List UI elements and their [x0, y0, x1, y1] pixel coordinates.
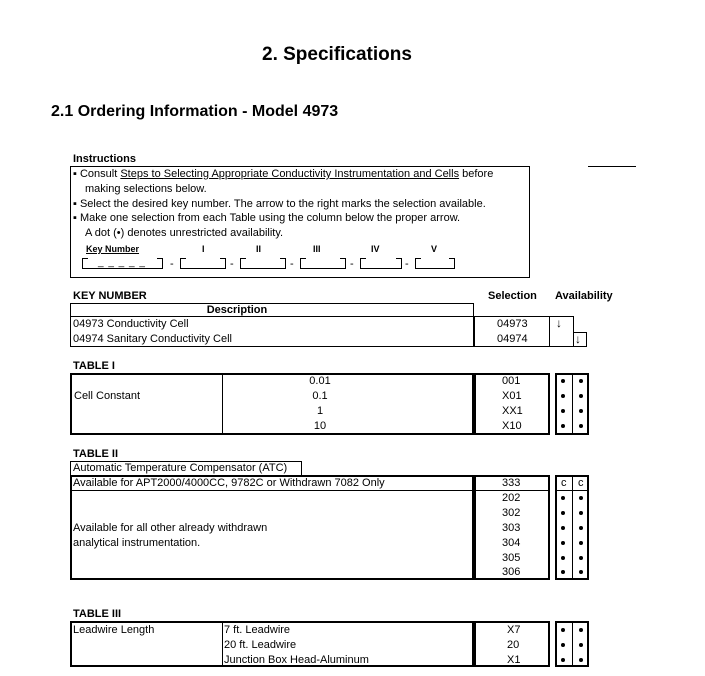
table2-code: 306	[502, 566, 521, 578]
table2-code: 304	[502, 537, 521, 549]
key-row-sel: 04974	[497, 333, 528, 345]
availability-dot-icon	[579, 394, 583, 398]
arrow-down-icon: ↓	[575, 332, 581, 346]
availability-dot-icon	[561, 394, 565, 398]
table1-code: X01	[502, 390, 522, 402]
bullet-icon: ▪	[73, 212, 77, 224]
avail-c-label: c	[578, 477, 584, 489]
leadwire-value: Junction Box Head-Aluminum	[224, 654, 369, 666]
key-field-v[interactable]	[415, 258, 455, 269]
key-sep: -	[290, 258, 294, 270]
cell-constant-value: 1	[316, 405, 324, 417]
availability-dot-icon	[561, 556, 565, 560]
key-sep: -	[405, 258, 409, 270]
availability-dot-icon	[579, 379, 583, 383]
cell-constant-value: 0.1	[312, 390, 328, 402]
cell-constant-value: 10	[313, 420, 327, 432]
instruction-line-2: making selections below.	[85, 183, 207, 195]
availability-dot-icon	[579, 628, 583, 632]
table2-code: 302	[502, 507, 521, 519]
roman-ii: II	[256, 244, 262, 254]
cell-constant-label: Cell Constant	[74, 390, 141, 402]
availability-dot-icon	[579, 658, 583, 662]
availability-header: Availability	[555, 290, 613, 302]
key-field-iv[interactable]	[360, 258, 402, 269]
table3-code: X7	[507, 624, 521, 636]
key-number-heading: KEY NUMBER	[73, 290, 147, 302]
key-field-i[interactable]	[180, 258, 226, 269]
key-number-label: Key Number	[86, 244, 140, 254]
availability-dot-icon	[579, 526, 583, 530]
key-sep: -	[350, 258, 354, 270]
roman-iv: IV	[371, 244, 380, 254]
key-field-placeholder: _ _ _ _ _	[98, 257, 146, 268]
table2-heading: TABLE II	[73, 448, 119, 460]
table2-code: 303	[502, 522, 521, 534]
instructions-heading: Instructions	[73, 153, 136, 165]
right-rule	[588, 166, 636, 167]
instruction-line-3: ▪ Select the desired key number. The arrow to the right marks the selection available.	[73, 198, 486, 210]
availability-dot-icon	[579, 541, 583, 545]
roman-iii: III	[313, 244, 321, 254]
availability-dot-icon	[561, 424, 565, 428]
availability-dot-icon	[579, 496, 583, 500]
availability-dot-icon	[561, 511, 565, 515]
cell-constant-value: 0.01	[309, 375, 331, 387]
key-sep: -	[230, 258, 234, 270]
availability-dot-icon	[579, 424, 583, 428]
availability-dot-icon	[579, 570, 583, 574]
availability-dot-icon	[561, 658, 565, 662]
guide-link[interactable]: Steps to Selecting Appropriate Conductivity Instrumentation and Cells	[120, 168, 460, 180]
table2-code: 333	[502, 477, 521, 489]
availability-dot-icon	[561, 541, 565, 545]
description-header: Description	[206, 304, 268, 316]
availability-dot-icon	[579, 556, 583, 560]
roman-i: I	[202, 244, 205, 254]
bullet-icon: ▪	[73, 168, 77, 180]
arrow-down-icon: ↓	[556, 316, 562, 330]
leadwire-value: 7 ft. Leadwire	[224, 624, 291, 636]
availability-dot-icon	[561, 628, 565, 632]
instruction-line-4: ▪ Make one selection from each Table using the column below the proper arrow.	[73, 212, 461, 224]
availability-dot-icon	[561, 496, 565, 500]
availability-dot-icon	[579, 511, 583, 515]
table2-code: 305	[502, 552, 521, 564]
availability-dot-icon	[579, 643, 583, 647]
key-row-desc: 04974 Sanitary Conductivity Cell	[73, 333, 232, 345]
key-row-sel: 04973	[497, 318, 528, 330]
availability-dot-icon	[561, 570, 565, 574]
table3-heading: TABLE III	[73, 608, 122, 620]
key-field-ii[interactable]	[240, 258, 286, 269]
leadwire-label: Leadwire Length	[73, 624, 155, 636]
availability-dot-icon	[561, 409, 565, 413]
avail-c-label: c	[561, 477, 567, 489]
table1-code: XX1	[502, 405, 523, 417]
table1-code: X10	[502, 420, 522, 432]
table3-code: X1	[507, 654, 521, 666]
table1-heading: TABLE I	[73, 360, 115, 372]
instruction-line-5: A dot (•) denotes unrestricted availability.	[85, 227, 284, 239]
table1-code: 001	[502, 375, 521, 387]
atc-row2a: Available for all other already withdrawn	[73, 522, 268, 534]
key-row-desc: 04973 Conductivity Cell	[73, 318, 189, 330]
roman-v: V	[431, 244, 438, 254]
selection-header: Selection	[488, 290, 537, 302]
bullet-icon: ▪	[73, 198, 77, 210]
key-field-iii[interactable]	[300, 258, 346, 269]
table3-code: 20	[507, 639, 520, 651]
leadwire-value: 20 ft. Leadwire	[224, 639, 297, 651]
section-title: 2.1 Ordering Information - Model 4973	[51, 103, 339, 120]
instruction-line-1: ▪ Consult Steps to Selecting Appropriate Conductivity Instrumentation and Cells before	[73, 168, 494, 180]
availability-dot-icon	[561, 379, 565, 383]
page-title: 2. Specifications	[262, 44, 412, 65]
atc-row1: Available for APT2000/4000CC, 9782C or Withdrawn 7082 Only	[73, 477, 385, 489]
key-sep: -	[170, 258, 174, 270]
availability-dot-icon	[579, 409, 583, 413]
atc-row2b: analytical instrumentation.	[73, 537, 201, 549]
availability-dot-icon	[561, 526, 565, 530]
table2-code: 202	[502, 492, 521, 504]
atc-title: Automatic Temperature Compensator (ATC)	[73, 462, 288, 474]
availability-dot-icon	[561, 643, 565, 647]
